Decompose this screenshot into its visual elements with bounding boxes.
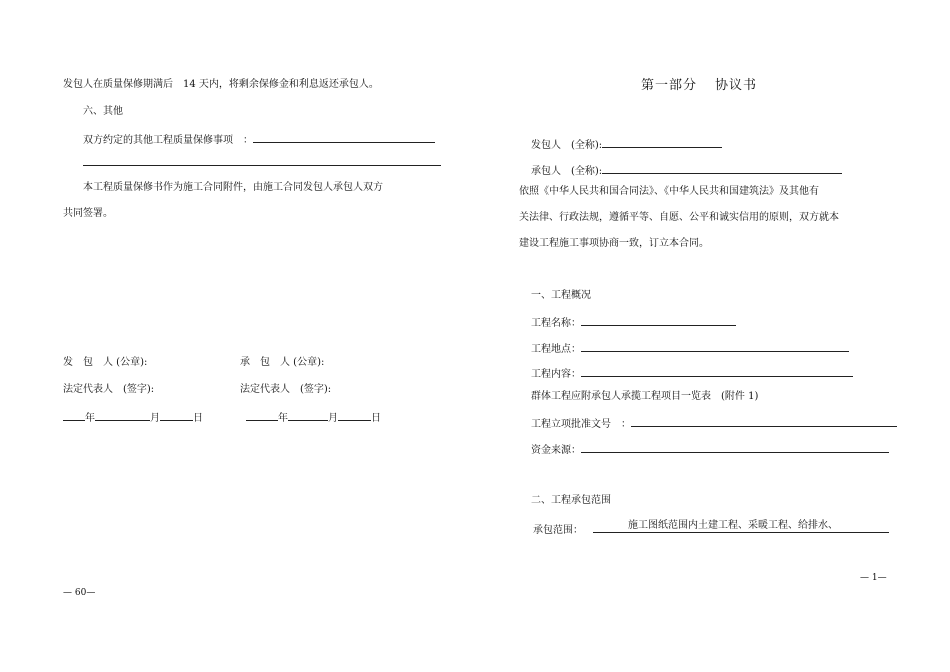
left-page-number: — 60— xyxy=(63,588,96,598)
scope-label: 承包范围： xyxy=(533,525,583,536)
retention-return-clause: 发包人在质量保修期满后 14 天内，将剩余保修金和利息返还承包人。 xyxy=(63,79,379,90)
contractor-blank xyxy=(602,162,842,174)
other-matters-row xyxy=(83,131,435,148)
title-name: 协议书 xyxy=(715,78,758,93)
scope-row xyxy=(533,519,889,538)
approval-number-blank xyxy=(631,415,897,427)
other-matters-blank-line2 xyxy=(83,154,441,171)
section-six-heading: 六、其他 xyxy=(83,106,123,117)
approval-number-row xyxy=(531,415,897,432)
other-matters-label: 双方约定的其他工程质量保修事项 ： xyxy=(83,135,253,146)
employer-blank xyxy=(602,136,722,148)
contractor-fullname-row xyxy=(531,162,842,179)
date-left: 年 月 日 xyxy=(63,409,203,426)
legal-rep-right-label: 法定代表人 (签字): xyxy=(240,384,332,395)
title-part: 第一部分 xyxy=(641,78,698,93)
employer-label: 发包人 (全称): xyxy=(531,140,603,151)
contractor-label: 承包人 (全称): xyxy=(531,166,603,177)
fund-source-row xyxy=(531,441,889,458)
fund-source-label: 资金来源： xyxy=(531,445,581,456)
approval-number-label: 工程立项批准文号 ： xyxy=(531,419,631,430)
project-name-blank xyxy=(581,314,736,326)
fund-source-blank xyxy=(581,441,889,453)
project-content-row xyxy=(531,365,853,382)
right-page-number: — 1— xyxy=(860,573,887,583)
section-one-heading: 一、工程概况 xyxy=(531,290,591,301)
section-two-heading: 二、工程承包范围 xyxy=(531,495,611,506)
scope-blank xyxy=(593,519,889,533)
project-name-label: 工程名称： xyxy=(531,318,581,329)
legal-basis-line1: 依照《中华人民共和国合同法》、《中华人民共和国建筑法》及其他有 xyxy=(519,186,819,197)
signing-paragraph-line1: 本工程质量保修书作为施工合同附件，由施工合同发包人承包人双方 xyxy=(83,182,383,193)
date-right: 年 月 日 xyxy=(246,409,381,426)
employer-fullname-row xyxy=(531,136,722,153)
employer-seal-label: 发 包 人 (公章): xyxy=(63,357,148,368)
scope-value: 施工图纸范围内土建工程、采暖工程、给排水、 xyxy=(628,520,838,531)
project-location-label: 工程地点： xyxy=(531,344,581,355)
project-content-blank xyxy=(581,365,853,377)
legal-rep-left-label: 法定代表人 (签字): xyxy=(63,384,155,395)
signing-paragraph-line2: 共同签署。 xyxy=(63,208,113,219)
project-name-row xyxy=(531,314,736,331)
project-location-blank xyxy=(581,340,849,352)
contractor-seal-label: 承 包 人 (公章): xyxy=(240,357,325,368)
agreement-title xyxy=(641,79,757,93)
group-project-note: 群体工程应附承包人承揽工程项目一览表 (附件 1) xyxy=(531,391,759,402)
legal-basis-line3: 建设工程施工事项协商一致，订立本合同。 xyxy=(519,238,709,249)
legal-basis-line2: 关法律、行政法规，遵循平等、自愿、公平和诚实信用的原则，双方就本 xyxy=(519,212,839,223)
project-content-label: 工程内容： xyxy=(531,369,581,380)
project-location-row xyxy=(531,340,849,357)
other-matters-blank xyxy=(253,131,435,143)
